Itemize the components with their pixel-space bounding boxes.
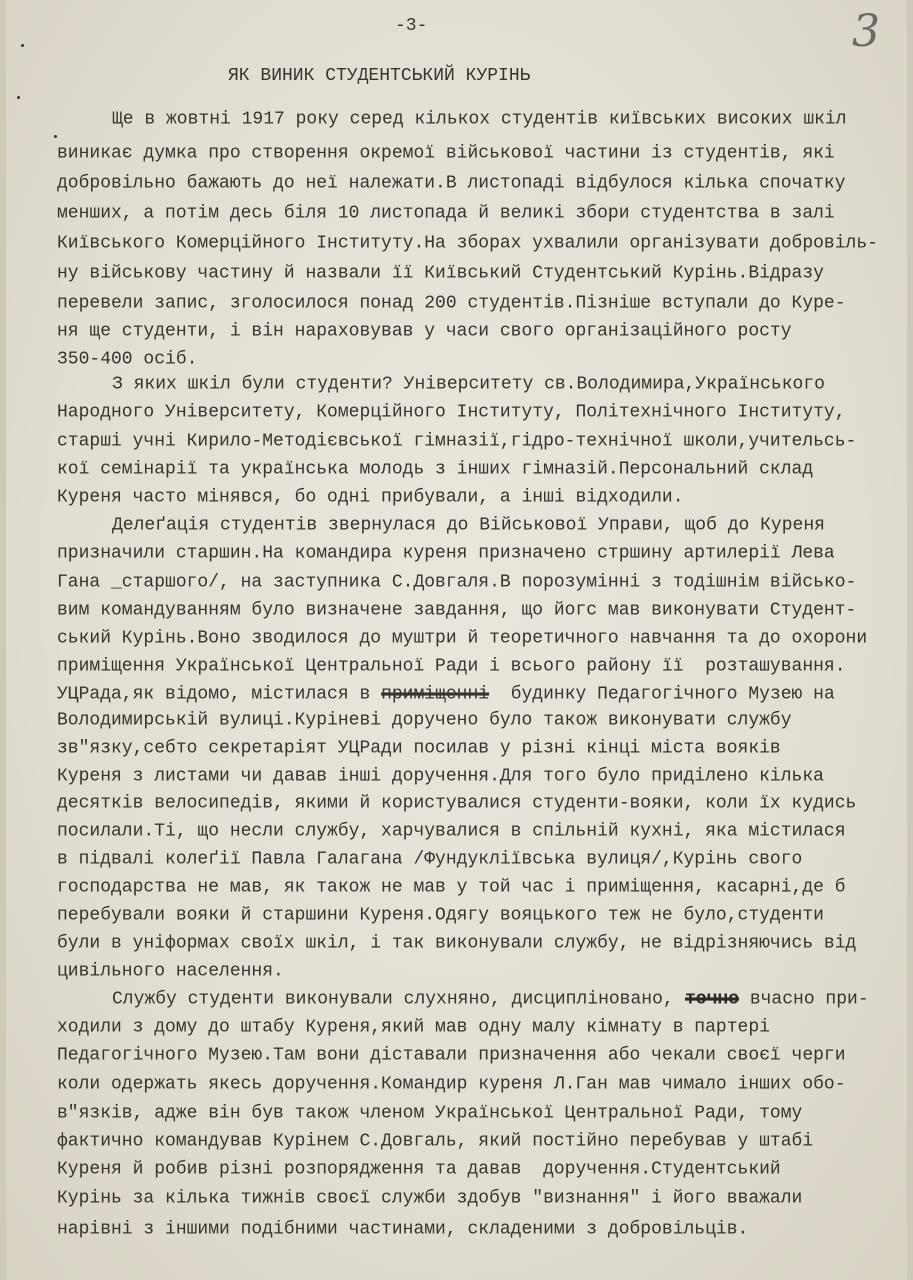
text-line: вим командуванням було визначене завдання, що йогс мав виконувати Студент- [57, 600, 857, 622]
text-line: ну військову частину й назвали її Київський Студентський Курінь.Відразу [57, 263, 824, 285]
text-line-end [685, 988, 869, 1011]
page-number: -3- [395, 16, 428, 36]
text-line: в"язків, адже він був також членом Української Центральної Ради, тому [57, 1103, 803, 1125]
text-line: господарства не мав, як також не мав у той час і приміщення, касарні,де б [57, 877, 846, 899]
text-line: перевели запис, зголосилося понад 200 студентів.Пізніше вступали до Куре- [57, 293, 846, 315]
text-line: були в уніформах своїх шкіл, і так виконували службу, не відрізняючись від [57, 933, 857, 955]
punch-mark [17, 96, 20, 99]
text-line: кої семінарії та українська молодь з інших гімназій.Персональний склад [57, 459, 814, 481]
text-segment: вчасно при- [739, 989, 869, 1011]
text-line: Куреня й робив різні розпорядження та давав доручення.Студентський [57, 1159, 781, 1181]
text-line: старші учні Кирило-Методієвської гімназії,гідро-технічної школи,учительсь- [57, 431, 857, 453]
text-line: Делеґація студентів звернулася до Військової Управи, щоб до Куреня [112, 515, 825, 537]
text-line: цивільного населення. [57, 961, 284, 983]
text-line: ходили з дому до штабу Куреня,який мав одну малу кімнату в партері [57, 1017, 770, 1039]
text-line: ський Курінь.Воно зводилося до муштри й теоретичного навчання та до охорони [57, 628, 868, 650]
text-line: перебували вояки й старшини Куреня.Одягу вояцького теж не було,студенти [57, 905, 824, 927]
text-line: посилали.Ті, що несли службу, харчувалися в спільній кухні, яка містилася [57, 821, 846, 843]
text-line: менших, а потім десь біля 10 листопада й великі збори студентства в залі [57, 203, 835, 225]
text-line: в підвалі колеґії Павла Галагана /Фундукліївська вулиця/,Курінь свого [57, 849, 803, 871]
text-line: З яких шкіл були студенти? Університету св.Володимира,Українського [112, 374, 825, 396]
text-line: ня ще студенти, і він нараховував у часи свого організаційного росту [57, 321, 792, 343]
text-line: Курінь за кілька тижнів своєї служби здобув "визнання" і його вважали [57, 1188, 803, 1210]
text-line: Народного Університету, Комерційного Інституту, Політехнічного Інституту, [57, 402, 846, 424]
page-edge-left [0, 0, 6, 1280]
text-line: фактично командував Курінем С.Довгаль, який постійно перебував у штабі [57, 1131, 814, 1153]
punch-mark [54, 135, 57, 138]
text-line: Київського Комерційного Інституту.На зборах ухвалили організувати добровіль- [57, 233, 878, 255]
page-edge-right [907, 0, 913, 1280]
text-line: Педагогічного Музею.Там вони діставали призначення або чекали своєї черги [57, 1045, 846, 1067]
punch-mark [21, 44, 24, 47]
text-line: Службу студенти виконували слухняно, дисципліновано, [112, 989, 685, 1011]
text-line: Ще в жовтні 1917 року серед кількох студентів київських високих шкіл [112, 109, 847, 131]
struck-word: приміщенні [381, 684, 490, 706]
text-line: нарівні з іншими подібними частинами, складеними з добровільців. [57, 1219, 749, 1241]
document-title: ЯК ВИНИК СТУДЕНТСЬКИЙ КУРІНЬ [228, 66, 531, 86]
text-line: Куреня з листами чи давав інші доручення.Для того було приділено кілька [57, 766, 824, 788]
text-line: виникає думка про створення окремої військової частини із студентів, які [57, 143, 835, 165]
text-segment: УЦРада,як відомо, містилася в [57, 684, 382, 706]
text-line: коли одержать якесь доручення.Командир куреня Л.Ган мав чимало інших обо- [57, 1074, 846, 1096]
text-segment: будинку Педагогічного Музею на [489, 684, 835, 706]
text-line: Куреня часто мінявся, бо одні прибували, а інші відходили. [57, 487, 684, 509]
text-line: добровільно бажають до неї належати.В листопаді відбулося кілька спочатку [57, 173, 846, 195]
struck-word: точно [685, 989, 740, 1011]
text-line: призначили старшин.На командира куреня призначено стршину артилерії Лева [57, 543, 835, 565]
text-line: 350-400 осіб. [57, 349, 198, 371]
handwritten-page-number: 3 [852, 6, 880, 57]
text-line: приміщення Української Центральної Ради і всього району її розташування. [57, 656, 846, 678]
text-line: зв"язку,себто секретаріят УЦРади посилав у різні кінці міста вояків [57, 738, 781, 760]
text-line [57, 683, 835, 706]
text-line: десятків велосипедів, якими й користувалися студенти-вояки, коли їх кудись [57, 793, 857, 815]
text-line: Володимирській вулиці.Куріневі доручено було також виконувати службу [57, 710, 792, 732]
text-line: Гана _старшого/, на заступника С.Довгаля.В порозумінні з тодішнім військо- [57, 572, 857, 594]
